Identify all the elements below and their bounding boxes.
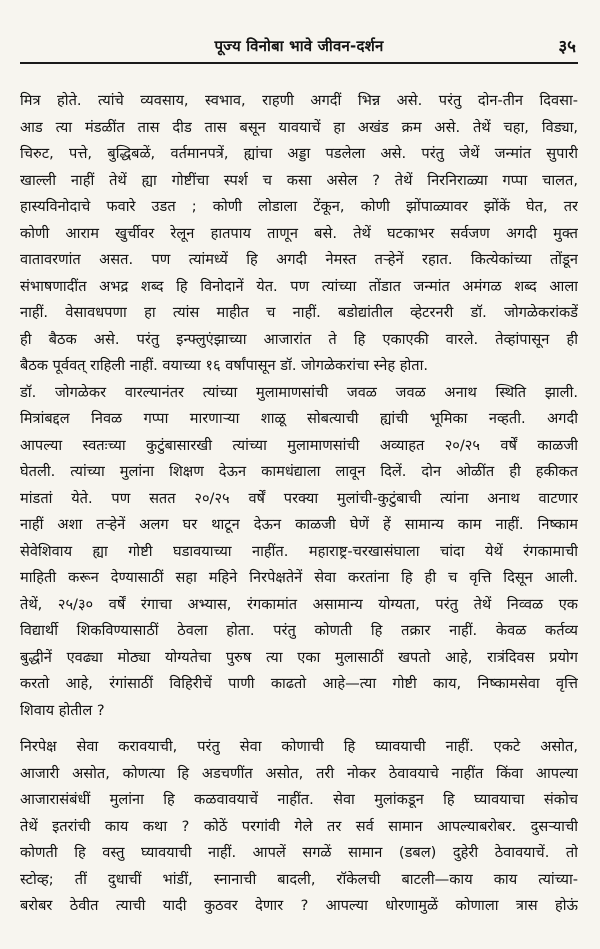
page-body xyxy=(20,88,578,920)
running-title: पूज्य विनोबा भावे जीवन-दर्शन xyxy=(214,37,384,55)
text-line: चिरुट, पत्ते, बुद्धिबळें, वर्तमानपत्रें, ह्यांचा अड्डा पडलेला असे. परंतु जेथें जन्मांत सुपारी xyxy=(20,145,578,162)
page-header xyxy=(20,28,578,64)
text-line: वातावरणांत असत. पण त्यांमध्यें हि अगदी नेमस्त तऱ्हेनें रहात. कित्येकांच्या तोंडून xyxy=(20,251,578,268)
text-line: माहिती करून देण्यासाठीं सहा महिने निरपेक्षतेनें सेवा करतांना हि ही च वृत्ति दिसून आली. xyxy=(20,569,578,586)
text-line: शिवाय होतील ? xyxy=(20,701,105,719)
text-line: मांडतां येते. पण सतत २०/२५ वर्षें परक्या मुलांची-कुटुंबाची त्यांना अनाथ वाटणार xyxy=(20,489,578,507)
text-line: हास्यविनोदाचे फवारे उडत ; कोणी लोडाला टेंकून, कोणी झोंपाळ्यावर झोंकें घेत, तर xyxy=(20,198,578,215)
text-line: करतो आहे, रंगांसाठीं विहिरीचें पाणी काढतो आहे—त्या गोष्टी काय, निष्कामसेवा वृत्ति xyxy=(20,675,578,692)
text-line: खाल्ली नाहीं तेथें ह्या गोष्टींचा स्पर्श च कसा असेल ? तेथें निरनिराळ्या गप्पा चालत, xyxy=(20,171,578,189)
text-line: कोणी आराम खुर्चीवर रेलून हातपाय ताणून बसे. तेथें घटकाभर सर्वजण अगदी मुक्त xyxy=(20,224,578,242)
text-line: तेथें इतरांची काय कथा ? कोठें परगांवी गेले तर सर्व सामान आपल्याबरोबर. दुसऱ्याची xyxy=(20,817,578,835)
paragraph-spacer xyxy=(20,724,578,734)
text-line: डॉ. जोगळेकर वारल्यानंतर त्यांच्या मुलामाणसांची जवळ जवळ अनाथ स्थिति झाली. xyxy=(20,383,578,401)
page-number: ३५ xyxy=(558,37,576,57)
text-line: सेवेशिवाय ह्या गोष्टी घडावयाच्या नाहींत. महाराष्ट्र-चरखासंघाला चांदा येथें रंगकामाची xyxy=(20,542,578,560)
text-line: मित्रांबद्दल निवळ गप्पा मारणाऱ्या शाळू सोबत्याची ह्यांची भूमिका नव्हती. अगदी xyxy=(20,410,578,427)
paragraph-3 xyxy=(20,734,578,920)
text-line: आजारी असोत, कोणत्या हि अडचणींत असोत, तरी नोकर ठेवावयाचे नाहींत किंवा आपल्या xyxy=(20,764,578,782)
text-line: आड त्या मंडळींत तास दीड तास बसून यावयाचें हा अखंड क्रम असे. तेथें चहा, विड्या, xyxy=(20,118,578,136)
text-line: घेतली. त्यांच्या मुलांना शिक्षण देऊन कामधंद्याला लावून दिलें. दोन ओळींत ही हकीकत xyxy=(20,463,578,480)
text-line: आजारासंबंधीं मुलांना हि कळवावयाचें नाहींत. सेवा मुलांकडून हि घ्यावयाचा संकोच xyxy=(20,791,578,808)
text-line: विद्यार्थी शिकविण्यासाठीं ठेवला होता. परंतु कोणती हि तक्रार नाहीं. केवळ कर्तव्य xyxy=(20,622,578,639)
text-line: ही बैठक असे. परंतु इन्फ्लुएंझाच्या आजारांत ते हि एकाएकी वारले. तेव्हांपासून ही xyxy=(20,330,578,348)
text-line: बरोबर ठेवीत त्याची यादी कुठवर देणार ? आपल्या धोरणामुळें कोणाला त्रास होऊं xyxy=(20,897,578,914)
paragraph-2 xyxy=(20,380,578,725)
text-line: संभाषणादींत अभद्र शब्द हि विनोदानें येत. पण त्यांच्या तोंडात जन्मांत अमंगळ शब्द आला xyxy=(20,277,578,295)
text-line: आपल्या स्वतःच्या कुटुंबासारखी त्यांच्या मुलामाणसांची अव्याहत २०/२५ वर्षें काळजी xyxy=(20,436,578,454)
text-line: बुद्धीनें एवढ्या मोठ्या योग्यतेचा पुरुष त्या एका मुलासाठीं खपतो आहे, रात्रंदिवस प्रयोग xyxy=(20,648,578,666)
paragraph-1 xyxy=(20,88,578,380)
text-line: कोणती हि वस्तु घ्यावयाची नाहीं. आपलें सगळें सामान (डबल) दुहेरी ठेवावयाचें. तो xyxy=(20,844,578,861)
text-line: तेथें, २५/३० वर्षें रंगाचा अभ्यास, रंगकामांत असामान्य योग्यता, परंतु तेथें निव्वळ एक xyxy=(20,595,578,613)
text-line: निरपेक्ष सेवा करावयाची, परंतु सेवा कोणाची हि घ्यावयाची नाहीं. एकटे असोत, xyxy=(20,738,578,755)
text-line: नाहीं. वेसावधपणा हा त्यांस माहीत च नाहीं. बडोद्यांतील व्हेटरनरी डॉ. जोगळेकरांकडें xyxy=(20,304,578,321)
text-line: स्टोव्ह; तीं दुधाचीं भांडीं, स्नानाची बादली, रॉकेलची बाटली—काय काय त्यांच्या- xyxy=(20,870,578,888)
text-line: मित्र होते. त्यांचे व्यवसाय, स्वभाव, राहणी अगदीं भिन्न असे. परंतु दोन-तीन दिवसा- xyxy=(20,92,578,109)
text-line: नाहीं अशा तऱ्हेनें अलग घर थाटून देऊन काळजी घेणें हें सामान्य काम नाहीं. निष्काम xyxy=(20,516,578,533)
text-line: बैठक पूर्ववत् राहिली नाहीं. वयाच्या १६ वर्षांपासून डॉ. जोगळेकरांचा स्नेह होता. xyxy=(20,357,429,374)
